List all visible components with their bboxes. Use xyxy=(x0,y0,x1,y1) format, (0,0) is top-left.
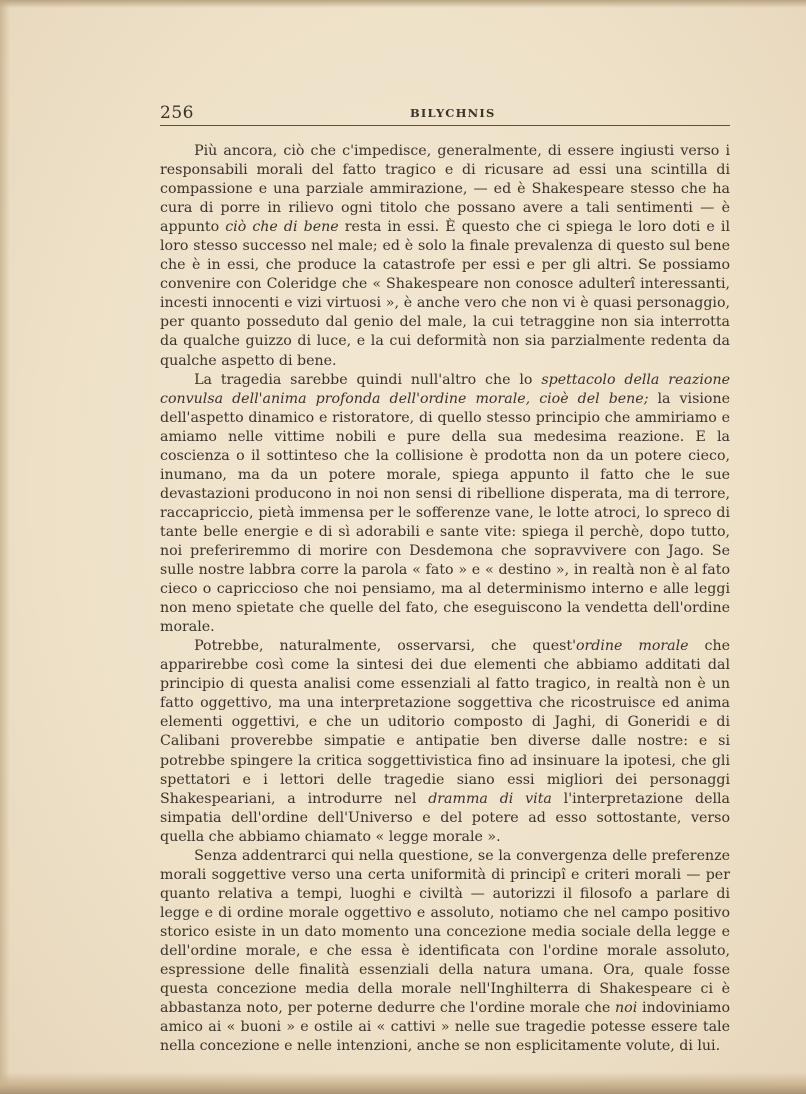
paragraph-text: Potrebbe, naturalmente, osservarsi, che quest' xyxy=(194,638,576,655)
body-text xyxy=(160,142,730,1056)
paragraph-italic-text: ordine morale xyxy=(575,638,689,655)
paragraph-italic-text: spettacolo della reazione convulsa dell'anima profonda dell'ordine morale, cioè del bene; xyxy=(160,371,730,407)
page-edge-top xyxy=(0,0,806,8)
paragraph-2 xyxy=(160,371,730,638)
paragraph-text: resta in essi. È questo che ci spiega le loro doti e il loro stesso successo nel male; ed è solo la finale prevalenza di questo sul bene che è in essi, che produce la catastrofe per essi e per gli altri. Se possiamo convenire con Coleridge che « Shakespeare non conosce adulterî interessanti, incesti innocenti e vizi virtuosi », è anche vero che non vi è quasi personaggio, per quanto posseduto dal genio del male, la cui tetraggine non sia interrotta da qualche guizzo di luce, e la cui deformità non sia parzialmente redenta da qualche aspetto di bene. xyxy=(160,219,730,369)
paragraph-italic-text: ciò che di bene xyxy=(225,219,339,236)
paragraph-text: la visione dell'aspetto dinamico e ristoratore, di quello stesso principio che ammiriamo e amiamo nelle vittime nobili e pure della sua medesima reazione. E la coscienza o il sottinteso che la collisione è prodotta non da un potere cieco, inumano, ma da un potere morale, spiega appunto il fatto che le sue devastazioni producono in noi non sensi di ribellione disperata, ma di terrore, raccapriccio, pietà immensa per le sofferenze vane, le lotte atroci, lo spreco di tante belle energie e di sì adorabili e sante vite: spiega il perchè, dopo tutto, noi preferiremmo di morire con Desdemona che sopravvivere con Jago. Se sulle nostre labbra corre la parola « fato » e « destino », in realtà non è al fato cieco o capriccioso che noi pensiamo, ma al determinismo interno e alle leggi non meno spietate che quelle del fato, che eseguiscono la vendetta dell'ordine morale. xyxy=(160,390,730,636)
running-head: BILYCHNIS xyxy=(410,106,496,120)
paragraph-3 xyxy=(160,637,730,847)
page-number: 256 xyxy=(160,103,194,123)
header-rule xyxy=(160,125,730,126)
paragraph-text: l'interpretazione della simpatia dell'ordine dell'Universo e del potere ad esso sottostante, verso quella che abbiamo chiamato « legge morale ». xyxy=(160,790,731,845)
paragraph-4 xyxy=(160,847,730,1057)
page-header xyxy=(160,103,730,125)
paragraph-italic-text: noi xyxy=(615,1000,638,1017)
paragraph-text: indoviniamo amico ai « buoni » e ostile ai « cattivi » nelle sue tragedie potesse essere tale nella concezione e nelle intenzioni, anche se non esplicitamente volute, di lui. xyxy=(160,1000,730,1055)
paragraph-text: Più ancora, ciò che c'impedisce, generalmente, di essere ingiusti verso i responsabili morali del fatto tragico e di ricusare ad essi una scintilla di compassione e una parziale ammirazione, — ed è Shakespeare stesso che ha cura di porre in rilievo ogni titolo che possano avere a tali sentimenti — è appunto xyxy=(160,143,730,236)
paragraph-text: La tragedia sarebbe quindi null'altro che lo xyxy=(194,371,542,388)
page-edge-left xyxy=(0,0,10,1094)
paragraph-text: Senza addentrarci qui nella questione, se la convergenza delle preferenze morali soggettive verso una certa uniformità di principî e criteri morali — per quanto relativa a tempi, luoghi e civiltà — autorizzi il filosofo a parlare di legge e di ordine morale oggettivo e assoluto, notiamo che nel campo positivo storico esiste in un dato momento una concezione media sociale della legge e dell'ordine morale, e che essa è identificata con l'ordine morale assoluto, espressione delle finalità essenziali della natura umana. Ora, quale fosse questa concezione media della morale nell'Inghilterra di Shakespeare ci è abbastanza noto, per poterne dedurre che l'ordine morale che xyxy=(160,847,730,1017)
paragraph-1 xyxy=(160,142,730,371)
page-edge-bottom xyxy=(0,1072,806,1094)
paragraph-text: che apparirebbe così come la sintesi dei due elementi che abbiamo additati dal principio di questa analisi come essenziali al fatto tragico, in realtà non è un fatto oggettivo, ma una interpretazione soggettiva che ricostruisce ed anima elementi oggettivi, e che un uditorio composto di Jaghi, di Goneridi e di Calibani proverebbe simpatie e antipatie ben diverse dalle nostre: e si potrebbe spingere la critica soggettivistica fino ad insinuare la ipotesi, che gli spettatori e i lettori delle tragedie siano essi migliori dei personaggi Shakespeariani, a introdurre nel xyxy=(160,638,730,807)
paragraph-italic-text: dramma di vita xyxy=(428,790,552,807)
